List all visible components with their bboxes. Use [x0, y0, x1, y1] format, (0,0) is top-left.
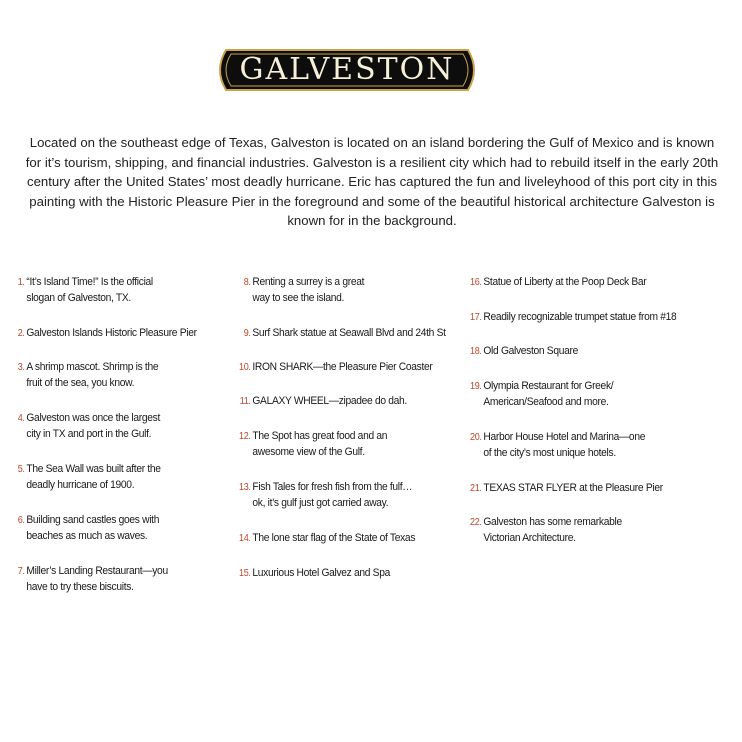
legend-item	[469, 430, 694, 461]
legend-text: Surf Shark statue at Seawall Blvd and 24th St	[252, 327, 446, 339]
legend-text: TEXAS STAR FLYER at the Pleasure Pier	[483, 482, 663, 494]
legend-number: 17.	[470, 312, 482, 323]
legend-item	[469, 310, 694, 326]
legend-number: 20.	[470, 432, 482, 443]
legend-item	[12, 360, 237, 391]
legend-item	[238, 531, 463, 547]
legend-text: Harbor House Hotel and Marina—one of the city’s most unique hotels.	[483, 431, 646, 459]
legend-number: 18.	[470, 346, 482, 357]
legend-text: Miller’s Landing Restaurant—you have to try these biscuits.	[26, 565, 168, 593]
legend-text: Luxurious Hotel Galvez and Spa	[252, 567, 390, 579]
legend-item	[469, 344, 694, 360]
legend-text: Building sand castles goes with beaches as much as waves.	[26, 514, 160, 542]
legend-text: Renting a surrey is a great way to see the island.	[252, 276, 365, 304]
legend-number: 21.	[470, 483, 482, 494]
legend-item	[238, 275, 463, 306]
title-banner	[218, 48, 476, 92]
legend-number: 12.	[239, 431, 251, 442]
city-title: GALVESTON	[239, 52, 455, 87]
legend-item	[469, 481, 694, 497]
legend-item	[238, 566, 463, 582]
legend-item	[469, 515, 694, 546]
legend-text: Galveston Islands Historic Pleasure Pier	[26, 327, 197, 339]
legend-text: The lone star flag of the State of Texas	[252, 532, 416, 544]
legend-number: 19.	[470, 381, 482, 392]
legend-text: Galveston has some remarkable Victorian Architecture.	[483, 516, 622, 544]
legend-item	[12, 564, 237, 595]
legend-number: 11.	[239, 396, 251, 407]
legend-text: Statue of Liberty at the Poop Deck Bar	[483, 276, 647, 288]
legend-number: 13.	[239, 482, 251, 493]
legend-number: 5.	[17, 464, 25, 475]
legend-number: 16.	[470, 277, 482, 288]
legend-number: 14.	[239, 533, 251, 544]
legend-item	[469, 379, 694, 410]
legend-number: 15.	[239, 568, 251, 579]
legend-number: 4.	[17, 413, 25, 424]
legend-number: 2.	[17, 328, 25, 339]
legend-number: 1.	[17, 277, 25, 288]
legend-item	[12, 411, 237, 442]
legend-text: The Sea Wall was built after the deadly hurricane of 1900.	[26, 463, 161, 491]
legend-text: The Spot has great food and an awesome view of the Gulf.	[252, 430, 388, 458]
legend-text: A shrimp mascot. Shrimp is the fruit of the sea, you know.	[26, 361, 159, 389]
legend-text: Olympia Restaurant for Greek/ American/Seafood and more.	[483, 380, 614, 408]
legend-item	[238, 429, 463, 460]
legend-text: Fish Tales for fresh fish from the fulf… ok, it’s gulf just got carried away.	[252, 481, 413, 509]
legend-item	[12, 462, 237, 493]
legend-text: Old Galveston Square	[483, 345, 578, 357]
legend-text: Galveston was once the largest city in TX and port in the Gulf.	[26, 412, 160, 440]
legend-item	[12, 513, 237, 544]
legend-text: GALAXY WHEEL—zipadee do dah.	[252, 395, 407, 407]
legend-number: 3.	[17, 362, 25, 373]
legend-number: 9.	[243, 328, 251, 339]
legend-text: Readily recognizable trumpet statue from #18	[483, 311, 677, 323]
legend-item	[12, 326, 237, 342]
legend-text: IRON SHARK—the Pleasure Pier Coaster	[252, 361, 433, 373]
legend-number: 22.	[470, 517, 482, 528]
legend-number: 8.	[243, 277, 251, 288]
legend-item	[238, 394, 463, 410]
legend-number: 7.	[17, 566, 25, 577]
legend-number: 6.	[17, 515, 25, 526]
legend-item	[238, 360, 463, 376]
legend-number: 10.	[239, 362, 251, 373]
legend-item	[238, 326, 463, 342]
legend-item	[469, 275, 694, 291]
intro-paragraph: Located on the southeast edge of Texas, Galveston is located on an island bordering the Gulf of Mexico and is known for it’s tourism, shipping, and financial industries. Galveston is a resilient city which had to rebuild itself in the early 20th century after the United States’ most deadly hurricane. Eric has captured the fun and liveleyhood of this port city in this painting with the Historic Pleasure Pier in the foreground and some of the beautiful historical architecture Galveston is known for in the background.	[25, 135, 719, 228]
legend-text: “It’s Island Time!” Is the official slogan of Galveston, TX.	[26, 276, 153, 304]
legend-item	[238, 480, 463, 511]
legend-item	[12, 275, 237, 306]
